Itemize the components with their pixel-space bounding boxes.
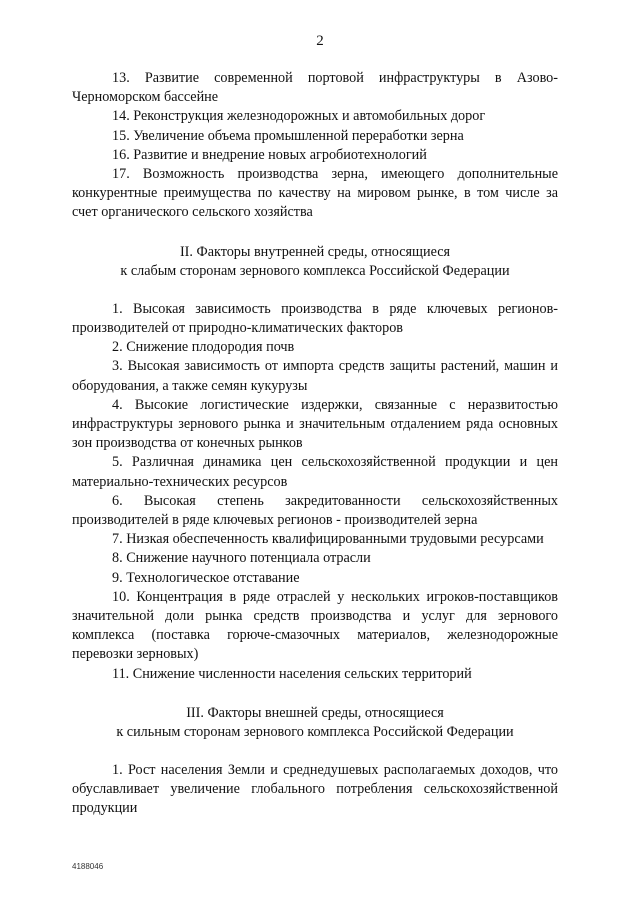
list-item: 10. Концентрация в ряде отраслей у нескольких игроков-поставщиков значительной доли рынка средств производства и услуг для зернового комплекса (поставка горюче-смазочных материалов, железнодорожные перевозки зерновых) xyxy=(72,588,558,663)
section-heading-weaknesses xyxy=(72,243,558,282)
list-item: 5. Различная динамика цен сельскохозяйственной продукции и цен материально-технических ресурсов xyxy=(72,454,558,490)
list-item: 1. Высокая зависимость производства в ряде ключевых регионов-производителей от природно-климатических факторов xyxy=(72,300,558,337)
list-item: 8. Снижение научного потенциала отрасли xyxy=(112,550,371,567)
list-item: 15. Увеличение объема промышленной переработки зерна xyxy=(112,127,464,144)
section-heading-external-strengths xyxy=(72,704,558,743)
section-heading-line: к сильным сторонам зернового комплекса Российской Федерации xyxy=(116,724,514,741)
section-heading-line: III. Факторы внешней среды, относящиеся xyxy=(186,704,444,721)
document-body xyxy=(72,69,558,819)
list-item: 11. Снижение численности населения сельских территорий xyxy=(112,665,472,682)
list-item: 13. Развитие современной портовой инфраструктуры в Азово-Черноморском бассейне xyxy=(72,70,558,106)
list-item: 9. Технологическое отставание xyxy=(112,569,300,586)
list-item: 17. Возможность производства зерна, имеющего дополнительные конкурентные преимущества по качеству на мировом рынке, в том числе за счет органического сельского хозяйства xyxy=(72,166,558,221)
section-heading-line: к слабым сторонам зернового комплекса Российской Федерации xyxy=(120,263,510,280)
list-item: 1. Рост населения Земли и среднедушевых располагаемых доходов, что обуславливает увеличение глобального потребления сельскохозяйственной продукции xyxy=(72,762,558,817)
list-item: 6. Высокая степень закредитованности сельскохозяйственных производителей в ряде ключевых регионов - производителей зерна xyxy=(72,492,558,529)
list-item: 3. Высокая зависимость от импорта средств защиты растений, машин и оборудования, а также семян кукурузы xyxy=(72,358,558,394)
list-item: 16. Развитие и внедрение новых агробиотехнологий xyxy=(112,146,427,163)
document-code: 4188046 xyxy=(72,862,104,871)
list-item: 14. Реконструкция железнодорожных и автомобильных дорог xyxy=(112,108,486,125)
list-item: 7. Низкая обеспеченность квалифицированными трудовыми ресурсами xyxy=(112,531,544,548)
section-heading-line: II. Факторы внутренней среды, относящиеся xyxy=(179,243,451,260)
list-item: 2. Снижение плодородия почв xyxy=(112,339,295,356)
page-number: 2 xyxy=(316,33,324,49)
list-item: 4. Высокие логистические издержки, связанные с неразвитостью инфраструктуры зернового рынка и значительным отдалением ряда основных зон производства от конечных рынков xyxy=(72,396,558,452)
